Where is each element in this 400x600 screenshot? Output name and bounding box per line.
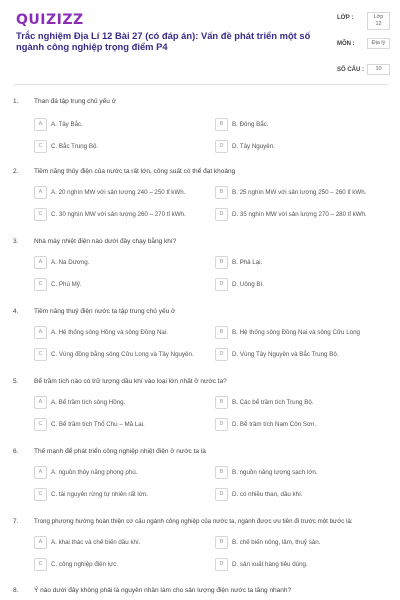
question-text: Bể trầm tích nào có trữ lượng dầu khí vào loại lớn nhất ở nước ta? (34, 378, 227, 385)
question-text: Ý nào dưới đây không phải là nguyên nhân làm cho sản lượng điện nước ta tăng nhanh? (34, 587, 292, 594)
option-letter-box[interactable]: A (34, 536, 47, 549)
question-number: 5. (13, 378, 19, 385)
option-letter-box[interactable]: D (215, 488, 228, 501)
question-text: Tiềm năng thuỷ điện nước ta tập trung chủ yếu ở (34, 308, 176, 315)
option-letter-box[interactable]: B (215, 466, 228, 479)
subject-label: MÔN : (337, 41, 355, 47)
question-text: Than đá tập trung chủ yếu ở (34, 98, 116, 105)
option-letter-box[interactable]: A (34, 118, 47, 131)
option-letter-box[interactable]: C (34, 140, 47, 153)
option-letter-box[interactable]: A (34, 256, 47, 269)
question-text: Nhà máy nhiệt điện nào dưới đây chạy bằng khí? (34, 238, 177, 245)
question-number: 4. (13, 308, 19, 315)
question-text: Tiềm năng thủy điện của nước ta rất lớn, công suất có thể đạt khoảng (34, 168, 236, 175)
worksheet-title: Trắc nghiệm Địa Lí 12 Bài 27 (có đáp án): Vấn đề phát triển một số ngành công nghiệp trọng điểm P4 (16, 30, 311, 52)
option-letter-box[interactable]: C (34, 208, 47, 221)
option-letter-box[interactable]: D (215, 140, 228, 153)
option-letter-box[interactable]: B (215, 536, 228, 549)
option-letter-box[interactable]: B (215, 118, 228, 131)
option-letter-box[interactable]: C (34, 488, 47, 501)
question-count-value: 10 (367, 64, 390, 75)
option-letter-box[interactable]: C (34, 418, 47, 431)
option-letter-box[interactable]: C (34, 558, 47, 571)
subject-value: Địa lý (367, 38, 390, 49)
question-count-label: SỐ CÂU : (337, 67, 364, 73)
option-letter-box[interactable]: B (215, 326, 228, 339)
question-number: 1. (13, 98, 19, 105)
option-letter-box[interactable]: A (34, 396, 47, 409)
question-number: 2. (13, 168, 19, 175)
option-letter-box[interactable]: A (34, 466, 47, 479)
grade-value: Lớp 12 (367, 12, 390, 30)
option-letter-box[interactable]: C (34, 278, 47, 291)
option-letter-box[interactable]: A (34, 186, 47, 199)
option-letter-box[interactable]: D (215, 208, 228, 221)
question-number: 6. (13, 448, 19, 455)
option-letter-box[interactable]: D (215, 348, 228, 361)
question-number: 7. (13, 518, 19, 525)
question-number: 3. (13, 238, 19, 245)
option-letter-box[interactable]: D (215, 558, 228, 571)
option-letter-box[interactable]: B (215, 396, 228, 409)
header-divider (14, 84, 388, 85)
worksheet-header (0, 0, 400, 80)
option-letter-box[interactable]: C (34, 348, 47, 361)
option-letter-box[interactable]: B (215, 256, 228, 269)
question-text: Thế mạnh để phát triển công nghiệp nhiệt điện ở nước ta là (34, 448, 206, 455)
option-letter-box[interactable]: D (215, 278, 228, 291)
option-letter-box[interactable]: D (215, 418, 228, 431)
question-text: Trong phương hướng hoàn thiện cơ cấu ngành công nghiệp của nước ta, ngành được ưu tiên đi trước một bước là: (34, 518, 353, 525)
grade-label: LỚP : (337, 15, 354, 21)
question-number: 8. (13, 587, 19, 594)
option-letter-box[interactable]: A (34, 326, 47, 339)
option-letter-box[interactable]: B (215, 186, 228, 199)
quizizz-logo[interactable]: QUIZIZZ (16, 12, 84, 28)
